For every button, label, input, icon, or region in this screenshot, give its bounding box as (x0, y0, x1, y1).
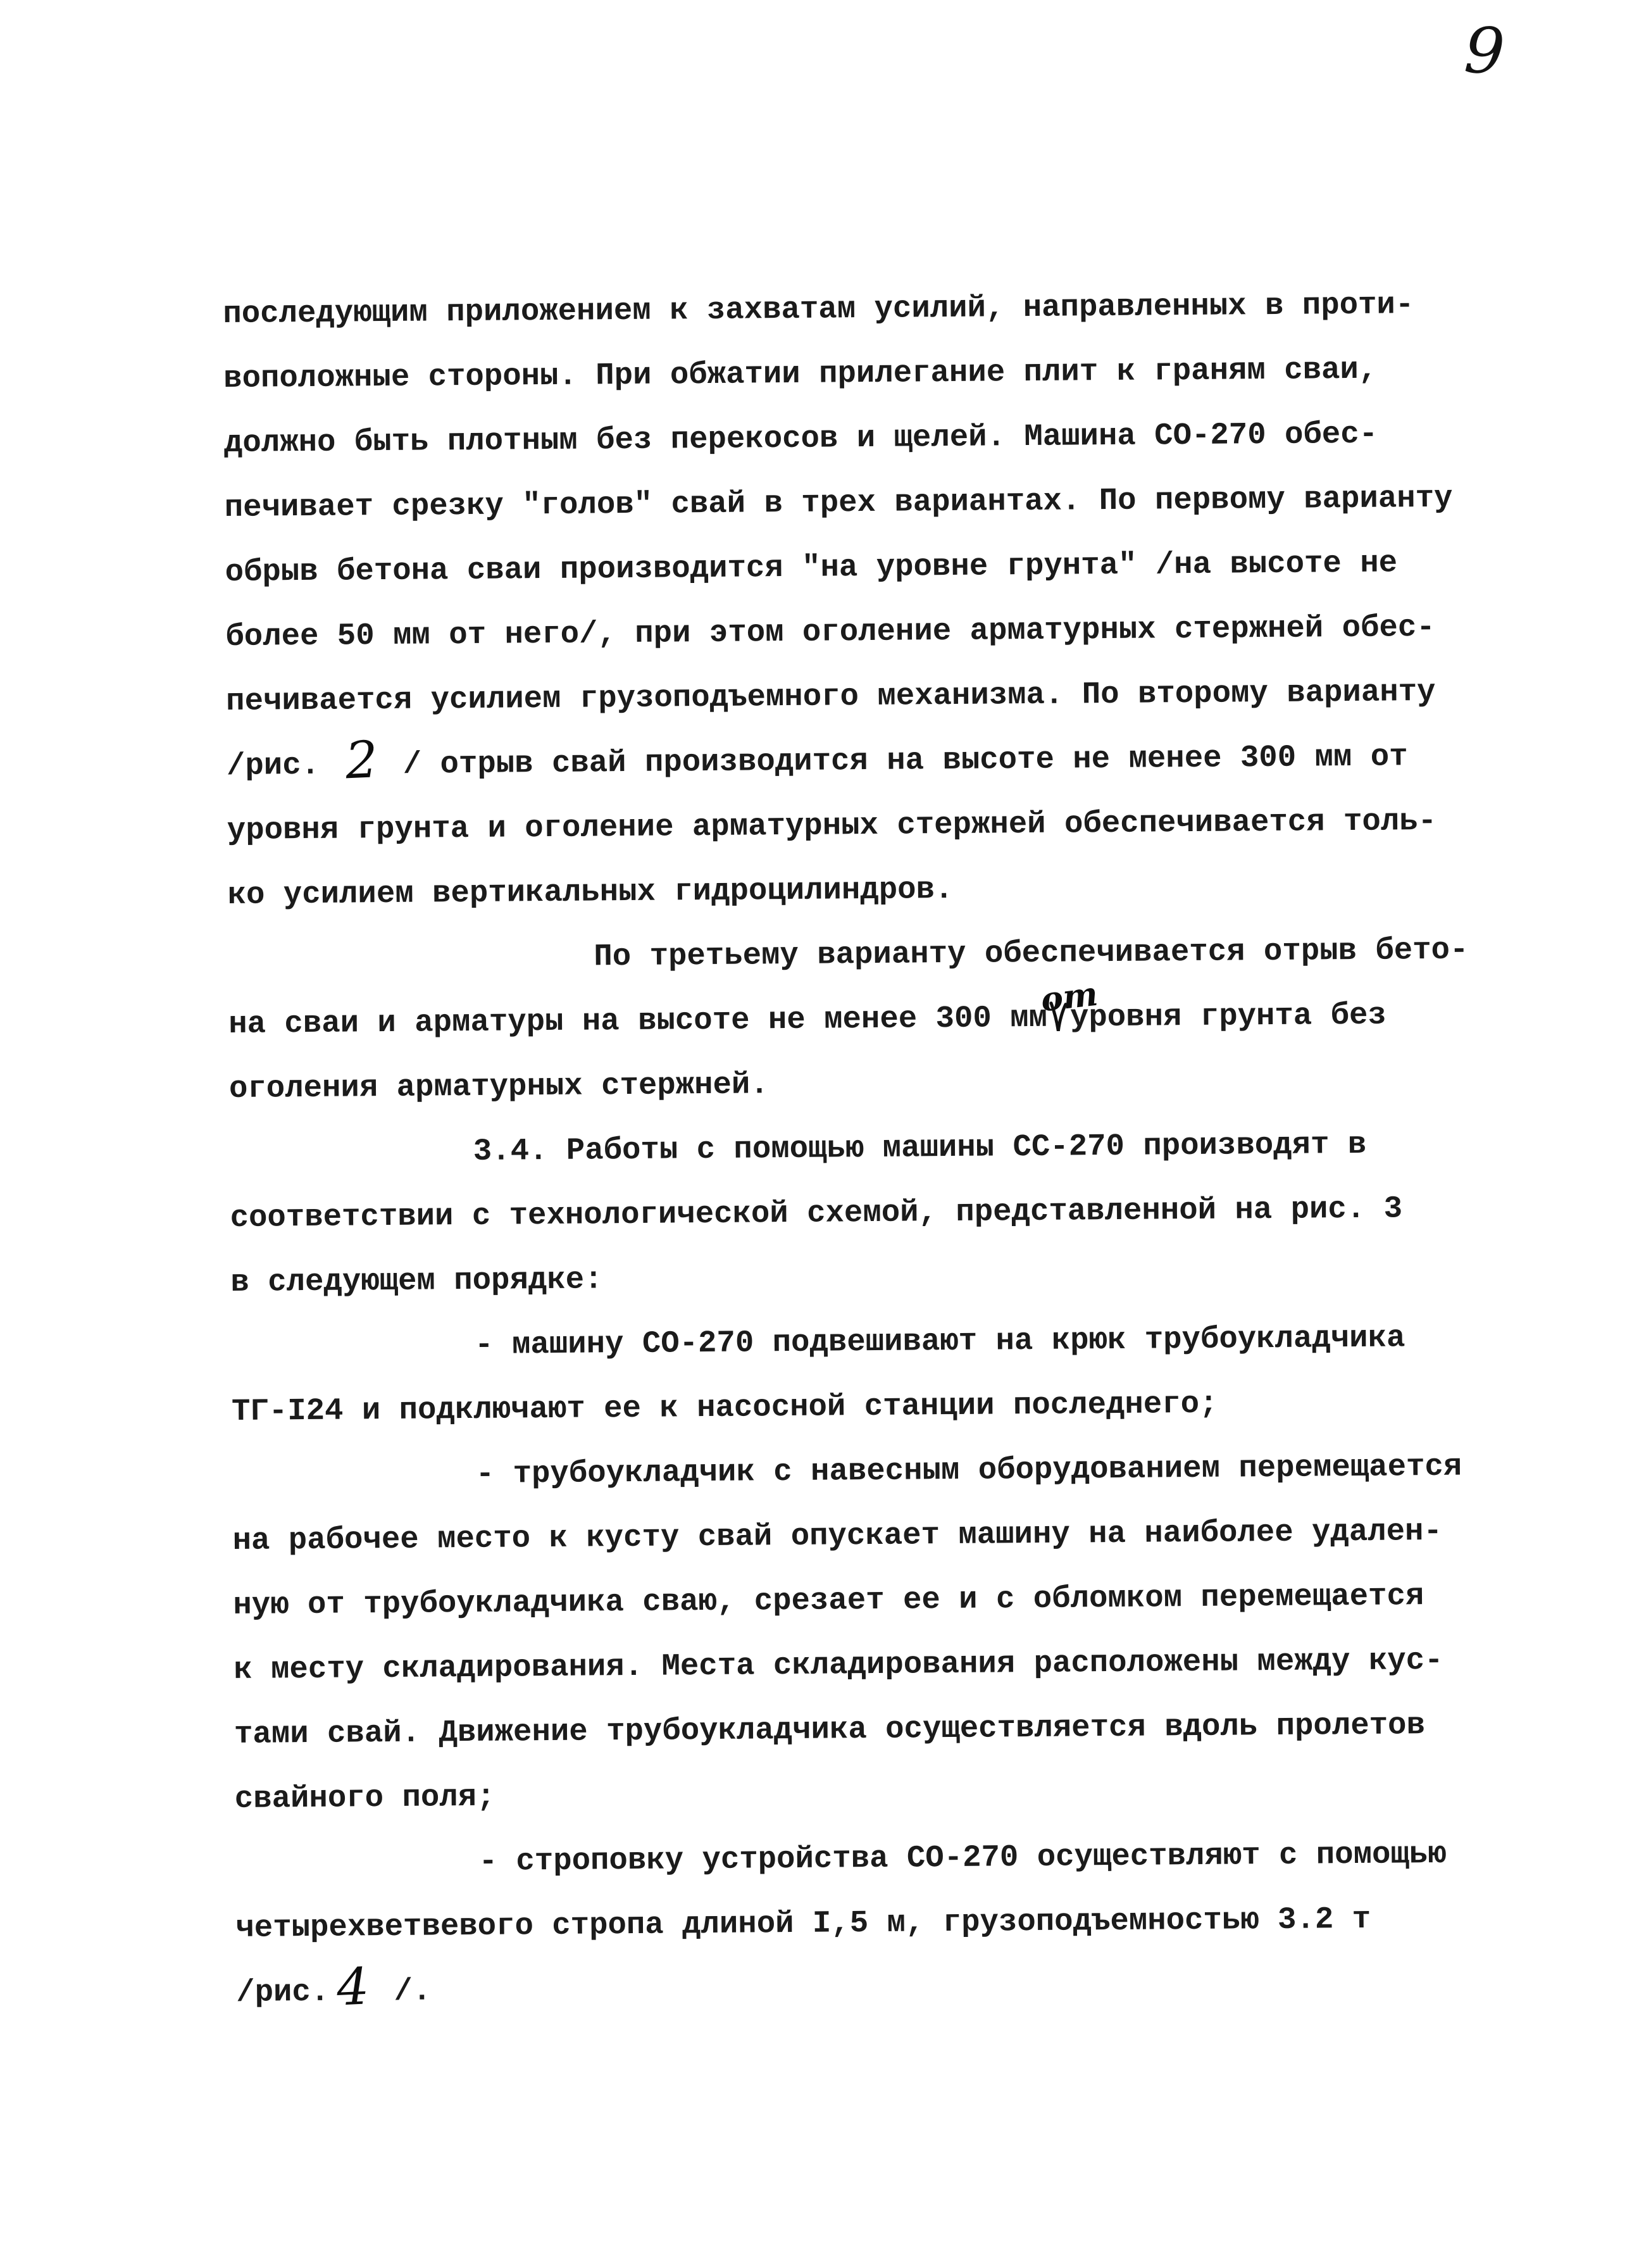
line-text: должно быть плотным без перекосов и щелей. Машина СО-270 обес- (223, 416, 1378, 461)
line-text: на сваи и арматуры на высоте не менее 300 мм (228, 999, 1048, 1042)
text-line (225, 530, 1497, 605)
line-text: ную от трубоукладчика сваю, срезает ее и с обломком перемещается (233, 1578, 1424, 1623)
handwritten-insertion-word: от (1038, 974, 1100, 1020)
handwritten-figure-number: 2 (344, 730, 380, 791)
page-number: 9 (1462, 13, 1507, 89)
line-text: - машину СО-270 подвешивают на крюк трубоукладчика (474, 1320, 1405, 1363)
line-text: уровня грунта без (1069, 997, 1387, 1036)
text-line (224, 465, 1497, 540)
line-text: печивается усилием грузоподъемного механизма. По второму варианту (225, 674, 1436, 719)
text-line (228, 917, 1500, 992)
line-text: обрыв бетона сваи производится "на уровне грунта" /на высоте не (225, 545, 1398, 590)
line-text: более 50 мм от него/, при этом оголение арматурных стержней обес- (225, 609, 1435, 655)
insertion-point (1038, 974, 1100, 1035)
line-text: последующим приложением к захватам усилий, направленных в проти- (223, 287, 1414, 332)
handwritten-figure-number: 4 (335, 1957, 371, 2017)
text-line (227, 788, 1499, 863)
text-line (225, 594, 1498, 669)
line-text: /. (375, 1973, 432, 2010)
line-text: четырехветвевого стропа длиной I,5 м, грузоподъемностью 3.2 т (235, 1901, 1371, 1946)
insertion-caret-icon (1049, 999, 1068, 1035)
text-line-list-item (232, 1434, 1504, 1508)
line-text: ТГ-I24 и подключают ее к насосной станции последнего; (231, 1386, 1218, 1429)
line-text: воположные стороны. При обжатии прилегание плит к граням сваи, (223, 351, 1378, 396)
text-line-section-3-4 (229, 1111, 1502, 1186)
line-text: соответствии с технологической схемой, представленной на рис. 3 (230, 1191, 1403, 1236)
text-line (232, 1498, 1505, 1573)
text-line (232, 1369, 1504, 1444)
line-text: ко усилием вертикальных гидроцилиндров. (227, 871, 954, 913)
text-line-list-item (235, 1821, 1507, 1896)
line-text: печивает срезку "голов" свай в трех вариантах. По первому варианту (224, 480, 1453, 525)
line-text: /рис. (236, 1974, 330, 2010)
text-line (223, 272, 1495, 346)
line-text: к месту складирования. Места складирования расположены между кус- (234, 1642, 1443, 1688)
text-line-with-insertion (228, 974, 1501, 1056)
line-text: - трубоукладчик с навесным оборудованием перемещается (475, 1448, 1462, 1492)
text-line (227, 853, 1500, 927)
text-line-list-item (231, 1305, 1504, 1379)
text-line (230, 1175, 1502, 1250)
line-text: оголения арматурных стержней. (228, 1067, 769, 1106)
text-line (223, 336, 1496, 411)
line-text: уровня грунта и оголение арматурных стержней обеспечивается толь- (227, 803, 1437, 848)
line-text: / отрыв свай производится на высоте не менее 300 мм от (384, 739, 1408, 783)
text-line (234, 1692, 1507, 1767)
text-line (230, 1240, 1503, 1315)
line-text: на рабочее место к кусту свай опускает машину на наиболее удален- (232, 1513, 1443, 1558)
text-line (233, 1563, 1505, 1638)
text-line (234, 1757, 1507, 1831)
text-line (229, 1046, 1502, 1121)
line-text: По третьему варианту обеспечивается отрыв бето- (594, 932, 1469, 975)
line-text: /рис. (226, 747, 339, 784)
text-line (235, 1886, 1508, 1960)
text-line-figure-4-reference (236, 1950, 1509, 2025)
text-line (224, 401, 1497, 475)
text-line (226, 659, 1499, 734)
text-line (234, 1627, 1506, 1702)
line-text: тами свай. Движение трубоукладчика осуществляется вдоль пролетов (234, 1707, 1426, 1752)
line-text: - строповку устройства СО-270 осуществляют с помощью (478, 1836, 1447, 1879)
line-text: в следующем порядке: (230, 1262, 603, 1300)
line-text: свайного поля; (234, 1779, 495, 1817)
text-line-figure-2-reference (227, 724, 1499, 798)
line-text: 3.4. Работы с помощью машины СС-270 производят в (473, 1126, 1367, 1169)
document-text (223, 272, 1509, 2025)
